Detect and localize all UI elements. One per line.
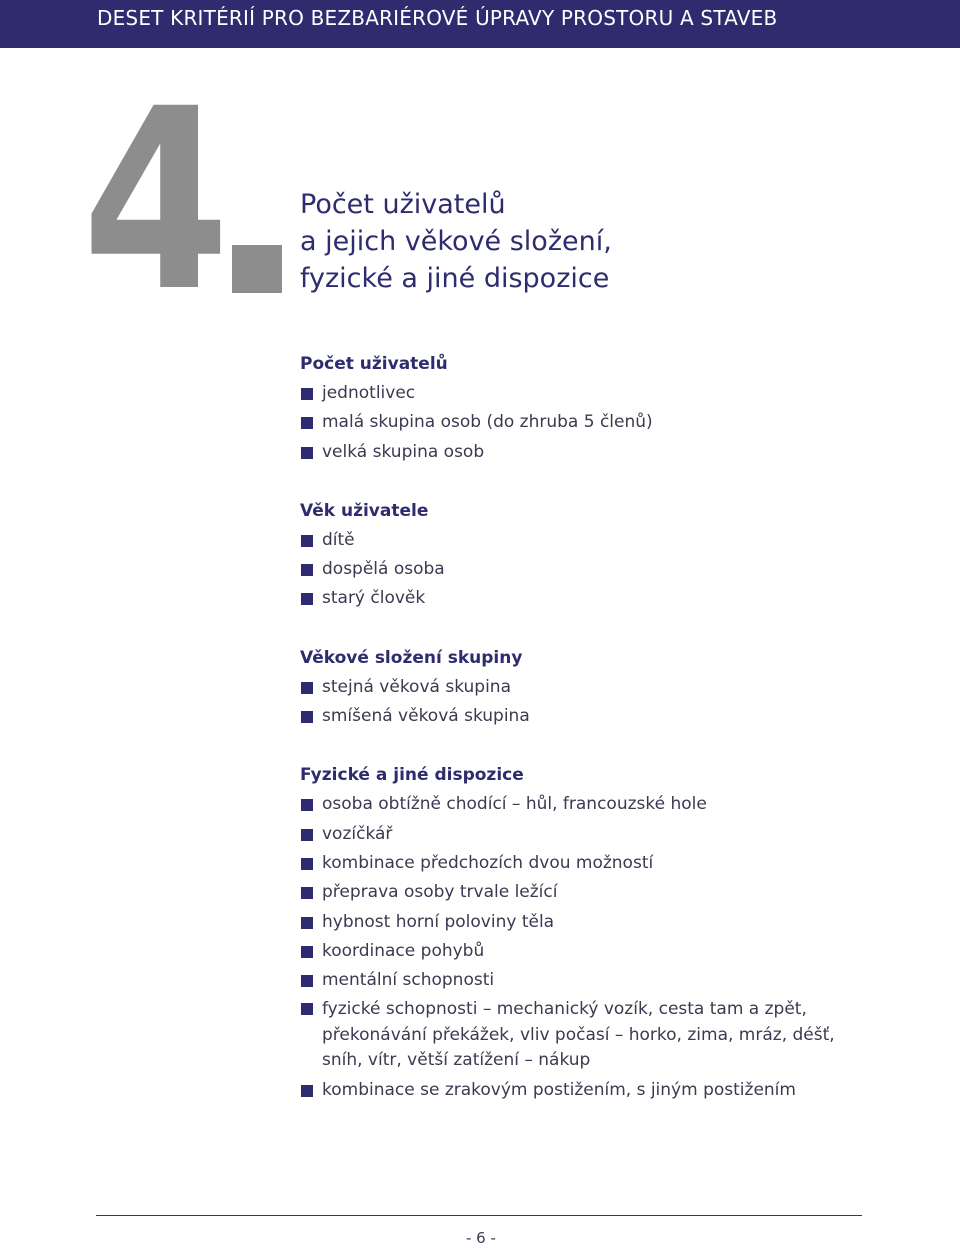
section-heading: Věk uživatele	[300, 500, 429, 521]
list-item: přeprava osoby trvale ležící	[300, 878, 880, 907]
chapter-number: 4	[82, 55, 230, 346]
list-item: smíšená věková skupina	[300, 702, 880, 731]
square-bullet-icon	[301, 975, 313, 987]
square-bullet-icon	[301, 887, 313, 899]
list-item: malá skupina osob (do zhruba 5 členů)	[300, 408, 880, 437]
square-bullet-icon	[301, 682, 313, 694]
page-header	[0, 0, 960, 48]
list-item: dospělá osoba	[300, 555, 880, 584]
list-item: kombinace se zrakovým postižením, s jiným postižením	[300, 1076, 880, 1105]
list-item: kombinace předchozích dvou možností	[300, 849, 880, 878]
criteria-content	[300, 350, 880, 1135]
chapter-number-dot	[232, 245, 282, 293]
list-item: velká skupina osob	[300, 438, 880, 467]
section-group-age-composition	[300, 644, 880, 732]
section-heading: Počet uživatelů	[300, 354, 448, 374]
footer-divider	[96, 1215, 862, 1216]
chapter-title	[300, 186, 900, 297]
page-number: - 6 -	[466, 1229, 496, 1247]
square-bullet-icon	[301, 1085, 313, 1097]
square-bullet-icon	[301, 1003, 313, 1015]
list-item: mentální schopnosti	[300, 966, 880, 995]
chapter-title-line: fyzické a jiné dispozice	[300, 263, 610, 294]
square-bullet-icon	[301, 946, 313, 958]
square-bullet-icon	[301, 858, 313, 870]
header-title: DESET KRITÉRIÍ PRO BEZBARIÉROVÉ ÚPRAVY PROSTORU A STAVEB	[97, 6, 778, 30]
section-heading: Fyzické a jiné dispozice	[300, 765, 524, 786]
list-item: koordinace pohybů	[300, 937, 880, 966]
list-item: osoba obtížně chodící – hůl, francouzské hole	[300, 790, 880, 819]
list-item: hybnost horní poloviny těla	[300, 908, 880, 937]
list-item: starý člověk	[300, 584, 880, 613]
chapter-title-line: a jejich věkové složení,	[300, 226, 612, 257]
section-physical-dispositions	[300, 761, 880, 1105]
square-bullet-icon	[301, 535, 313, 547]
list-item: jednotlivec	[300, 379, 880, 408]
square-bullet-icon	[301, 447, 313, 459]
list-item: vozíčkář	[300, 820, 880, 849]
square-bullet-icon	[301, 829, 313, 841]
square-bullet-icon	[301, 799, 313, 811]
square-bullet-icon	[301, 593, 313, 605]
square-bullet-icon	[301, 388, 313, 400]
chapter-title-line: Počet uživatelů	[300, 189, 506, 220]
list-item: dítě	[300, 526, 880, 555]
square-bullet-icon	[301, 711, 313, 723]
list-item: stejná věková skupina	[300, 673, 880, 702]
square-bullet-icon	[301, 417, 313, 429]
section-user-age	[300, 497, 880, 614]
square-bullet-icon	[301, 564, 313, 576]
list-item: fyzické schopnosti – mechanický vozík, cesta tam a zpět, překonávání překážek, vliv počasí – horko, zima, mráz, déšť, sníh, vítr, větší zatížení – nákup	[300, 995, 880, 1076]
section-user-count	[300, 350, 880, 467]
square-bullet-icon	[301, 917, 313, 929]
section-heading: Věkové složení skupiny	[300, 647, 523, 668]
